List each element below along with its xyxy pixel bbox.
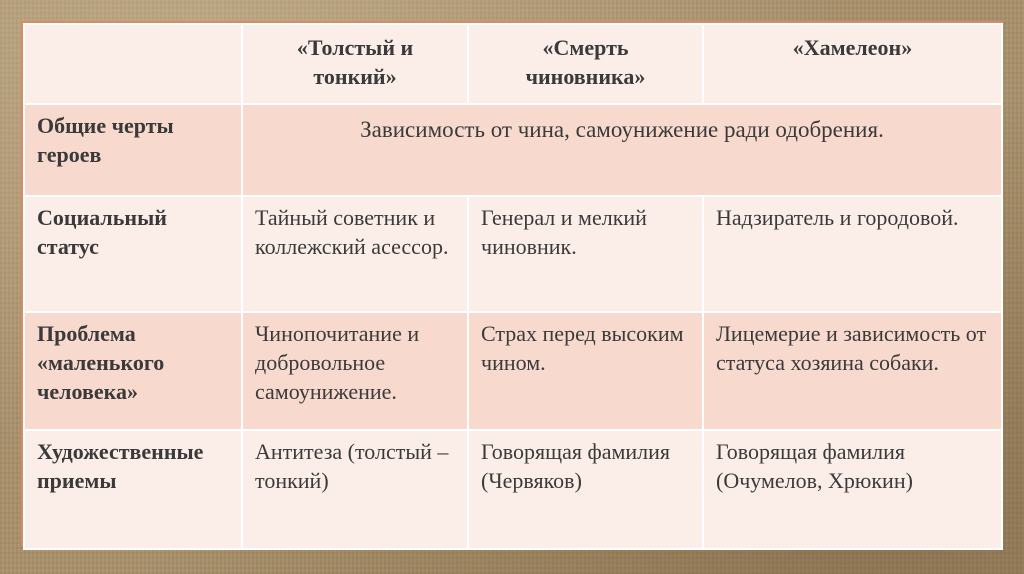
table-cell: Генерал и мелкий чиновник.	[468, 196, 703, 312]
table-row-social-status	[24, 196, 1002, 312]
common-traits-merged-cell: Зависимость от чина, самоунижение ради одобрения.	[242, 104, 1002, 196]
row-label-little-man-problem: Проблема «маленького человека»	[24, 312, 242, 430]
comparison-table-frame	[21, 21, 1003, 546]
header-tolstyi-i-tonkii: «Толстый и тонкий»	[242, 24, 468, 104]
table-cell: Говорящая фамилия (Очумелов, Хрюкин)	[703, 430, 1002, 549]
header-smert-chinovnika: «Смерть чиновника»	[468, 24, 703, 104]
header-corner-cell	[24, 24, 242, 104]
table-cell: Говорящая фамилия (Червяков)	[468, 430, 703, 549]
table-cell: Надзиратель и городовой.	[703, 196, 1002, 312]
table-cell: Антитеза (толстый – тонкий)	[242, 430, 468, 549]
table-row-little-man-problem	[24, 312, 1002, 430]
row-label-common-traits: Общие черты героев	[24, 104, 242, 196]
header-khameleon: «Хамелеон»	[703, 24, 1002, 104]
row-label-artistic-devices: Художественные приемы	[24, 430, 242, 549]
table-row-common-traits	[24, 104, 1002, 196]
table-row-artistic-devices	[24, 430, 1002, 549]
table-header-row	[24, 24, 1002, 104]
table-cell: Тайный советник и коллежский асессор.	[242, 196, 468, 312]
comparison-table	[23, 23, 1003, 550]
row-label-social-status: Социальный статус	[24, 196, 242, 312]
table-cell: Страх перед высоким чином.	[468, 312, 703, 430]
table-cell: Лицемерие и зависимость от статуса хозяина собаки.	[703, 312, 1002, 430]
table-cell: Чинопочитание и добровольное самоунижение.	[242, 312, 468, 430]
